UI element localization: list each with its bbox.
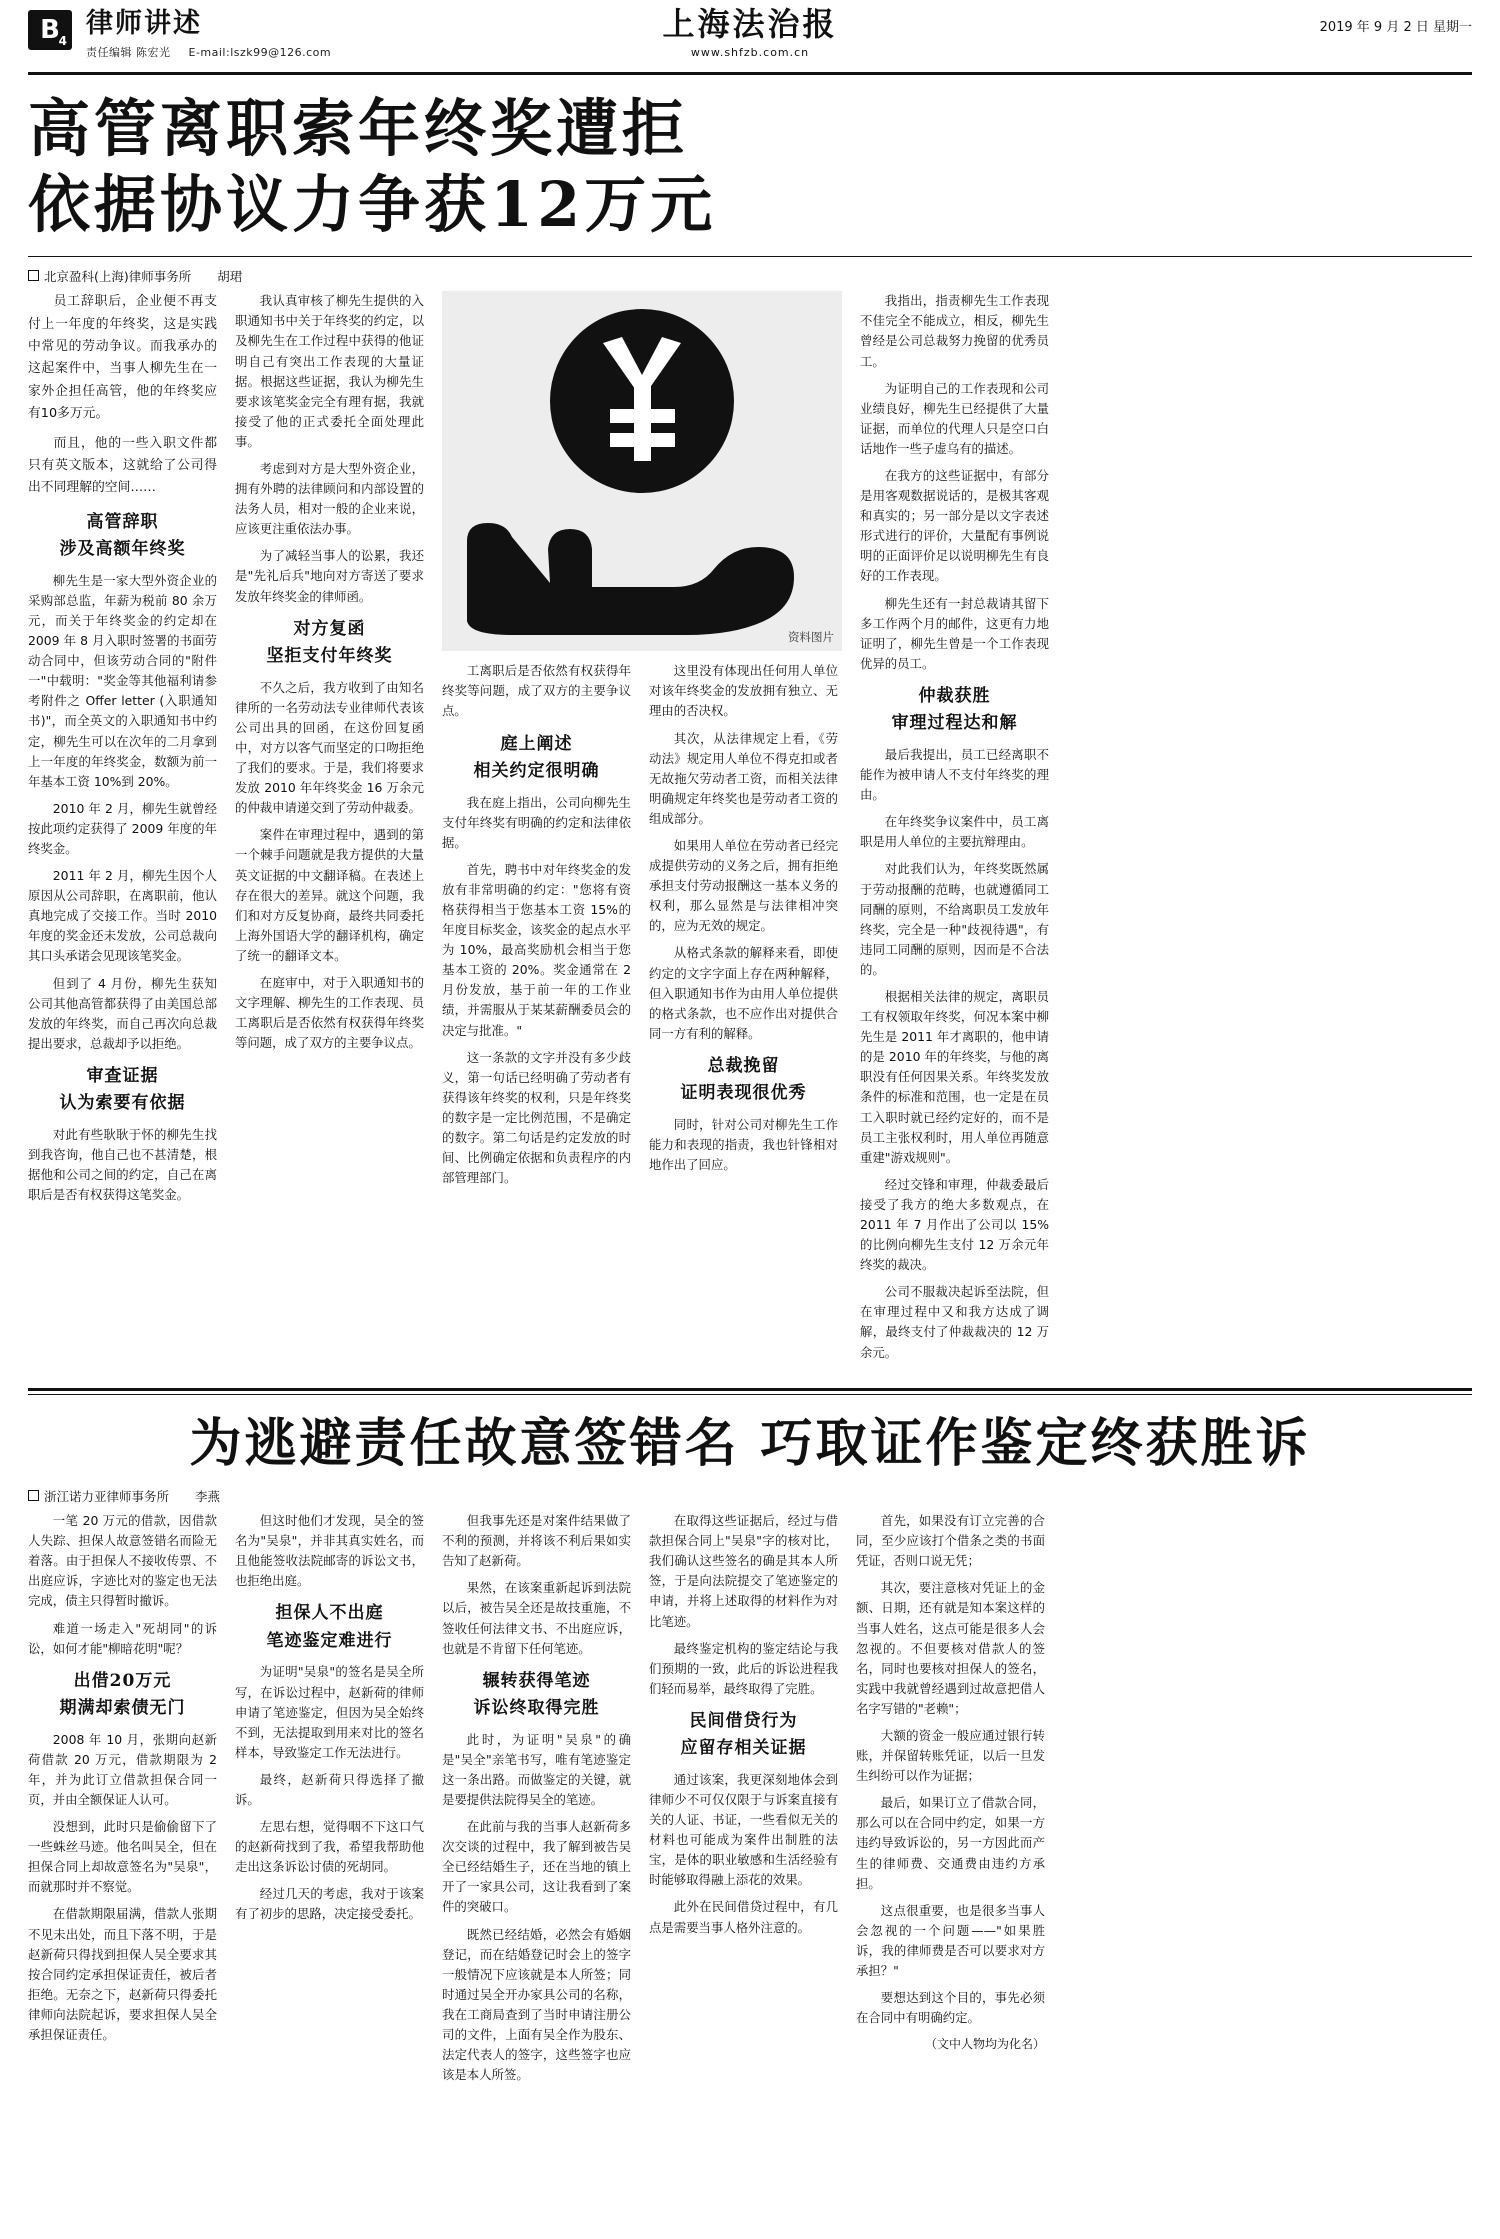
paragraph: 案件在审理过程中，遇到的第一个棘手问题就是我方提供的大量英文证据的中文翻译稿。在表述上存在很大的差异。就这个问题，我们和对方反复协商，最终共同委托上海外国语大学的翻译机构，确定了统一的翻译文本。 bbox=[235, 827, 424, 963]
article1-figure-undercolumns bbox=[442, 661, 842, 1195]
article1-subhead-5b: 证明表现很优秀 bbox=[680, 1083, 807, 1104]
article2-headline-block bbox=[28, 1413, 1472, 1475]
paragraph: 这一条款的文字并没有多少歧义，第一句话已经明确了劳动者有获得该年终奖的权利，只是年终奖的数字是一定比例范围，不是确定的数字。第二句话是约定发放的时间、比例确定依据和负责程序的内部管理部门。 bbox=[442, 1049, 631, 1186]
article1-subhead-3a: 对方复函 bbox=[293, 618, 366, 639]
paragraph: 此外在民间借贷过程中，有几点是需要当事人格外注意的。 bbox=[649, 1899, 838, 1935]
article1-subhead-5a: 总裁挽留 bbox=[707, 1055, 780, 1076]
article2-firm: 浙江诺力亚律师事务所 bbox=[44, 1489, 170, 1505]
paragraph: 对此我们认为，年终奖既然属于劳动报酬的范畴，也就遵循同工同酬的原则，不给离职员工发放年终奖，完全是一种"歧视待遇"，有违同工同酬的原则，因而是不合法的。 bbox=[860, 861, 1049, 977]
paragraph: 2008 年 10 月，张期向赵新荷借款 20 万元，借款期限为 2 年，并为此订立借款担保合同一页，并由全额保证人认可。 bbox=[28, 1731, 217, 1807]
article1-col-2 bbox=[235, 291, 424, 1369]
paper-website: www.shfzb.com.cn bbox=[690, 45, 810, 59]
article1-columns bbox=[28, 291, 1472, 1369]
article-divider-thin bbox=[28, 1394, 1472, 1395]
article1-subhead-4a: 庭上阐述 bbox=[500, 733, 573, 754]
article1-lead bbox=[28, 291, 217, 500]
article1-subhead-4b: 相关约定很明确 bbox=[473, 761, 600, 782]
paper-nameplate bbox=[662, 5, 838, 59]
editor-line bbox=[86, 44, 345, 60]
paragraph: 同时，针对公司对柳先生工作能力和表现的指责，我也针锋相对地作出了回应。 bbox=[649, 1116, 838, 1173]
paragraph: 员工辞职后，企业便不再支付上一年度的年终奖，这是实践中常见的劳动争议。而我承办的这起案件中，当事人柳先生在一家外企担任高管，他的年终奖应有10多万元。 bbox=[28, 294, 217, 422]
article1-firm: 北京盈科(上海)律师事务所 bbox=[44, 269, 192, 285]
article2-byline bbox=[28, 1487, 1472, 1505]
article1-byline bbox=[28, 267, 1472, 285]
article1 bbox=[28, 267, 1472, 1369]
paragraph: 柳先生是一家大型外资企业的采购部总监，年薪为税前 80 余万元，而关于年终奖金的约定却在 2009 年 8 月入职时签署的书面劳动合同中，但该劳动合同的"附件一"中载明："奖金等其他福利请参考附件之 Offer letter (入职通知书)"，而全英文的入职通知书中约定，柳先生可以在次年的二月拿到上一年度的年终奖金，数额为前一年基本工资 10%到 20%。 bbox=[28, 572, 217, 789]
bullet-square-icon bbox=[28, 270, 39, 281]
article1-figure-column bbox=[442, 291, 842, 1369]
paragraph: 根据相关法律的规定，离职员工有权领取年终奖，何况本案中柳先生是 2011 年才离职的，他申请的是 2010 年的年终奖，与他的离职没有任何因果关系。年终奖发放条件的标准和范围，也一定是在员工入职时就已经约定好的，而不是员工主张权利时，用人单位再随意重建"游戏规则"。 bbox=[860, 988, 1049, 1165]
section-badge-letter: B bbox=[40, 15, 60, 45]
paragraph: 而且，他的一些入职文件都只有英文版本，这就给了公司得出不同理解的空间…… bbox=[28, 435, 217, 496]
paragraph: 如果用人单位在劳动者已经完成提供劳动的义务之后，拥有拒绝承担支付劳动报酬这一基本义务的权利，那么显然是与法律相冲突的，应为无效的规定。 bbox=[649, 838, 838, 934]
bullet-square-icon bbox=[28, 1490, 39, 1501]
section-title-block bbox=[86, 10, 345, 60]
article1-headline bbox=[28, 91, 1472, 242]
article2-col-1 bbox=[28, 1511, 217, 2092]
paragraph: 其次，要注意核对凭证上的金额、日期，还有就是知本案这样的当事人姓名，这点可能是很多人会忽视的。不但要核对借款人的签名，同时也要核对担保人的签名，实践中我就曾经遇到过故意把借人名字写错的"老赖"； bbox=[856, 1580, 1045, 1716]
paragraph: 通过该案，我更深刻地体会到律师少不可仅仅限于与诉案直接有关的人证、书证，一些看似无关的材料也可能成为案件出制胜的法宝，是体的职业敏感和生活经验有时能够取得融上添花的效果。 bbox=[649, 1771, 838, 1888]
paragraph: 我认真审核了柳先生提供的入职通知书中关于年终奖的约定，以及柳先生在工作过程中获得的他证明自己有突出工作表现的大量证据。根据这些证据，我认为柳先生要求该笔奖金完全有理有据，我就接受了他的正式委托全面处理此事。 bbox=[235, 293, 424, 449]
paragraph: 要想达到这个目的，事先必须在合同中有明确约定。 bbox=[856, 1990, 1045, 2026]
article2-subhead-1b: 期满却索债无门 bbox=[59, 1698, 186, 1719]
article2-subhead-3b: 诉讼终取得完胜 bbox=[473, 1698, 600, 1719]
paragraph: 从格式条款的解释来看，即使约定的文字字面上存在两种解释，但入职通知书作为由用人单位提供的格式条款，也不应作出对提供合同一方有利的解释。 bbox=[649, 945, 838, 1041]
paragraph: 最后我提出，员工已经离职不能作为被申请人不支付年终奖的理由。 bbox=[860, 746, 1049, 803]
paragraph: 首先，聘书中对年终奖金的发放有非常明确的约定："您将有资格获得相当于您基本工资 15%的年度目标奖金，该奖金的起点水平为 10%，最高奖励机会相当于您基本工资的 20%。奖金通常在 2 月份发放，基于前一年的工作业绩，并需服从于某某薪酬委员会的决定与批准。" bbox=[442, 861, 631, 1038]
article1-col-1 bbox=[28, 291, 217, 1369]
paragraph: 考虑到对方是大型外资企业，拥有外聘的法律顾问和内部设置的法务人员，相对一般的企业来说，应该更注重依法办事。 bbox=[235, 461, 424, 537]
article2-subhead-2a: 担保人不出庭 bbox=[275, 1603, 384, 1624]
paragraph: 首先，如果没有订立完善的合同，至少应该打个借条之类的书面凭证，否则口说无凭； bbox=[856, 1513, 1045, 1569]
paragraph: 为证明"吴泉"的签名是吴全所写，在诉讼过程中，赵新荷的律师申请了笔迹鉴定，但因为吴全始终不到，无法提取到用来对比的签名样本，导致鉴定工作无法进行。 bbox=[235, 1664, 424, 1760]
article1-subhead-6b: 审理过程达和解 bbox=[891, 713, 1018, 734]
paragraph: 不久之后，我方收到了由知名律所的一名劳动法专业律师代表该公司出具的回函，在这份回复函中，对方以客气而坚定的口吻拒绝了我们的要求。于是，我们将要求发放 2010 年年终奖金 16 万余元的仲裁申请递交到了劳动仲裁委。 bbox=[235, 679, 424, 816]
paragraph: 2011 年 2 月，柳先生因个人原因从公司辞职，在离职前，他认真地完成了交接工作。当时 2010 年度的奖金还未发放，公司总裁向其口头承诺会见现该笔奖金。 bbox=[28, 868, 217, 964]
paragraph: 但这时他们才发现，吴全的签名为"吴泉"，并非其真实姓名，而且他能签收法院邮寄的诉讼文书，也拒绝出庭。 bbox=[235, 1513, 424, 1589]
paragraph: 最终，赵新荷只得选择了撤诉。 bbox=[235, 1771, 424, 1807]
paragraph: 但到了 4 月份，柳先生获知公司其他高管都获得了由美国总部发放的年终奖，而自己再次向总裁提出要求，总裁却予以拒绝。 bbox=[28, 975, 217, 1051]
headline-rule bbox=[28, 256, 1472, 257]
figure-caption: 资料图片 bbox=[788, 630, 834, 645]
article1-subhead-2b: 认为索要有依据 bbox=[59, 1093, 186, 1114]
paragraph: 工离职后是否依然有权获得年终奖等问题，成了双方的主要争议点。 bbox=[442, 663, 631, 719]
paper-name: 上海法治报 bbox=[662, 5, 838, 43]
article1-subhead-3b: 坚拒支付年终奖 bbox=[266, 646, 393, 667]
paragraph: 在庭审中，对于入职通知书的文字理解、柳先生的工作表现、员工离职后是否依然有权获得年终奖等问题，成了双方的主要争议点。 bbox=[235, 974, 424, 1051]
article1-col-5 bbox=[860, 291, 1049, 1369]
paragraph: 对此有些耿耿于怀的柳先生找到我咨询，他自己也不甚清楚，根据他和公司之间的约定，自己在离职后是否有权获得这笔奖金。 bbox=[28, 1126, 217, 1203]
article1-figure bbox=[442, 291, 842, 651]
paragraph: 没想到，此时只是偷偷留下了一些蛛丝马迹。他名叫吴全，但在担保合同上却故意签名为"吴泉"，而就那时并不察觉。 bbox=[28, 1819, 217, 1895]
article1-subhead-1b: 涉及高额年终奖 bbox=[59, 539, 186, 560]
article1-col-4 bbox=[649, 661, 838, 1195]
paragraph: 难道一场走入"死胡同"的诉讼，如何才能"柳暗花明"呢？ bbox=[28, 1620, 217, 1656]
article1-subhead-1a: 高管辞职 bbox=[86, 511, 159, 532]
section-badge bbox=[28, 10, 72, 50]
paragraph: 我指出，指责柳先生工作表现不佳完全不能成立，相反，柳先生曾经是公司总裁努力挽留的优秀员工。 bbox=[860, 293, 1049, 369]
article1-author: 胡珺 bbox=[217, 269, 243, 285]
article2-col-2 bbox=[235, 1511, 424, 2092]
paragraph: 最终鉴定机构的鉴定结论与我们预期的一致，此后的诉讼进程我们轻而易举，最终取得了完胜。 bbox=[649, 1640, 838, 1696]
paragraph: 为了减轻当事人的讼累，我还是"先礼后兵"地向对方寄送了要求发放年终奖金的律师函。 bbox=[235, 548, 424, 604]
article2-subhead-4b: 应留存相关证据 bbox=[680, 1738, 807, 1759]
article1-headline-line2: 依据协议力争获12万元 bbox=[28, 167, 717, 241]
section-badge-number: 4 bbox=[58, 34, 67, 48]
paragraph: 大额的资金一般应通过银行转账，并保留转账凭证，以后一旦发生纠纷可以作为证据； bbox=[856, 1727, 1045, 1784]
paragraph: 在我方的这些证据中，有部分是用客观数据说话的，是极其客观和真实的；另一部分是以文字表述形式进行的评价，大量配有事例说明的正面评价足以说明柳先生有良好的工作表现。 bbox=[860, 468, 1049, 584]
article1-col-3 bbox=[442, 661, 631, 1195]
paragraph: 但我事先还是对案件结果做了不利的预测，并将该不利后果如实告知了赵新荷。 bbox=[442, 1513, 631, 1569]
article2-headline: 为逃避责任故意签错名 巧取证作鉴定终获胜诉 bbox=[189, 1412, 1311, 1474]
article1-subhead-6a: 仲裁获胜 bbox=[918, 685, 991, 706]
article2-col-5 bbox=[856, 1511, 1045, 2092]
paragraph: 经过交锋和审理，仲裁委最后接受了我方的绝大多数观点，在 2011 年 7 月作出了公司以 15%的比例向柳先生支付 12 万余元年终奖的裁决。 bbox=[860, 1176, 1049, 1273]
paragraph: 果然，在该案重新起诉到法院以后，被告吴全还是故技重施，不签收任何法律文书、不出庭应诉，也就是不肯留下任何笔迹。 bbox=[442, 1580, 631, 1656]
newspaper-page bbox=[0, 5, 1500, 2239]
article2-subhead-4a: 民间借贷行为 bbox=[689, 1710, 798, 1731]
paragraph: 在借款期限届满，借款人张期不见未出处，而且下落不明，于是赵新荷只得找到担保人吴全要求其按合同约定承担保证责任，被后者拒绝。无奈之下，赵新荷只得委托律师向法院起诉，要求担保人吴全承担保证责任。 bbox=[28, 1906, 217, 2043]
email-label: E-mail:lszk99@126.com bbox=[188, 46, 332, 59]
article2-author: 李燕 bbox=[195, 1489, 221, 1505]
paragraph: 在此前与我的当事人赵新荷多次交谈的过程中，我了解到被告吴全已经结婚生子，还在当地的镇上开了一家具公司，这让我看到了案件的突破口。 bbox=[442, 1819, 631, 1915]
paragraph: 为证明自己的工作表现和公司业绩良好，柳先生已经提供了大量证据，而单位的代理人只是空口白话地作一些子虚乌有的描述。 bbox=[860, 380, 1049, 456]
paragraph: 既然已经结婚，必然会有婚姻登记，而在结婚登记时会上的签字一般情况下应该就是本人所签；同时通过吴全开办家具公司的名称，我在工商局查到了当时申请注册公司的文件，上面有吴全作为股东、法定代表人的签字，这些签字也应该是本人所签。 bbox=[442, 1926, 631, 2083]
paragraph: 公司不服裁决起诉至法院，但在审理过程中又和我方达成了调解，最终支付了仲裁裁决的 12 万余元。 bbox=[860, 1284, 1049, 1360]
paragraph: 柳先生还有一封总裁请其留下多工作两个月的邮件，这更有力地证明了，柳先生曾是一个工作表现优异的员工。 bbox=[860, 595, 1049, 671]
paragraph: 在年终奖争议案件中，员工离职是用人单位的主要抗辩理由。 bbox=[860, 814, 1049, 850]
masthead bbox=[28, 5, 1472, 75]
issue-date: 2019 年 9 月 2 日 星期一 bbox=[1319, 20, 1472, 35]
yen-in-hand-illustration bbox=[442, 291, 842, 651]
article2-subhead-3a: 辗转获得笔迹 bbox=[482, 1670, 591, 1691]
article2-subhead-1a: 出借20万元 bbox=[73, 1670, 172, 1691]
section-title: 律师讲述 bbox=[86, 8, 202, 39]
paragraph: 最后，如果订立了借款合同，那么可以在合同中约定，如果一方违约导致诉讼的，另一方因此而产生的律师费、交通费由违约方承担。 bbox=[856, 1795, 1045, 1891]
article2-subhead-2b: 笔迹鉴定难进行 bbox=[266, 1630, 393, 1651]
editor-label: 责任编辑 陈宏光 bbox=[86, 46, 171, 59]
masthead-left bbox=[28, 10, 345, 60]
paragraph: 左思右想，觉得咽不下这口气的赵新荷找到了我，希望我帮助他走出这条诉讼讨债的死胡同。 bbox=[235, 1819, 424, 1875]
paragraph: 此时，为证明"吴泉"的确是"吴全"亲笔书写，唯有笔迹鉴定这一条出路。而做鉴定的关键，就是要提供法院得吴全的笔迹。 bbox=[442, 1731, 631, 1807]
article2-col-4 bbox=[649, 1511, 838, 2092]
article1-headline-line1: 高管离职索年终奖遭拒 bbox=[28, 92, 689, 165]
paragraph: 这点很重要，也是很多当事人会忽视的一个问题——"如果胜诉，我的律师费是否可以要求对方承担？" bbox=[856, 1902, 1045, 1979]
paragraph: 2010 年 2 月，柳先生就曾经按此项约定获得了 2009 年度的年终奖金。 bbox=[28, 800, 217, 856]
paragraph: 我在庭上指出，公司向柳先生支付年终奖有明确的约定和法律依据。 bbox=[442, 794, 631, 850]
article2-columns bbox=[28, 1511, 1472, 2092]
article2 bbox=[28, 1487, 1472, 2092]
paragraph: 一笔 20 万元的借款，因借款人失踪、担保人故意签错名而险无着落。由于担保人不接收传票、不出庭应诉，字迹比对的鉴定也无法完成，债主只得暂时撤诉。 bbox=[28, 1513, 217, 1609]
article2-tail-note: （文中人物均为化名） bbox=[924, 2037, 1045, 2052]
article2-col-3 bbox=[442, 1511, 631, 2092]
paragraph: 在取得这些证据后，经过与借款担保合同上"吴泉"字的核对比，我们确认这些签名的确是其本人所签，于是向法院提交了笔迹鉴定的申请，并将上述取得的材料作为对比笔迹。 bbox=[649, 1513, 838, 1629]
paragraph: 其次，从法律规定上看，《劳动法》规定用人单位不得克扣或者无故拖欠劳动者工资，而相关法律明确规定年终奖也是劳动者工资的组成部分。 bbox=[649, 730, 838, 826]
paragraph: 经过几天的考虑，我对于该案有了初步的思路，决定接受委托。 bbox=[235, 1886, 424, 1922]
article-divider bbox=[28, 1388, 1472, 1391]
paragraph: 这里没有体现出任何用人单位对该年终奖金的发放拥有独立、无理由的否决权。 bbox=[649, 663, 838, 719]
article1-subhead-2a: 审查证据 bbox=[86, 1065, 159, 1086]
